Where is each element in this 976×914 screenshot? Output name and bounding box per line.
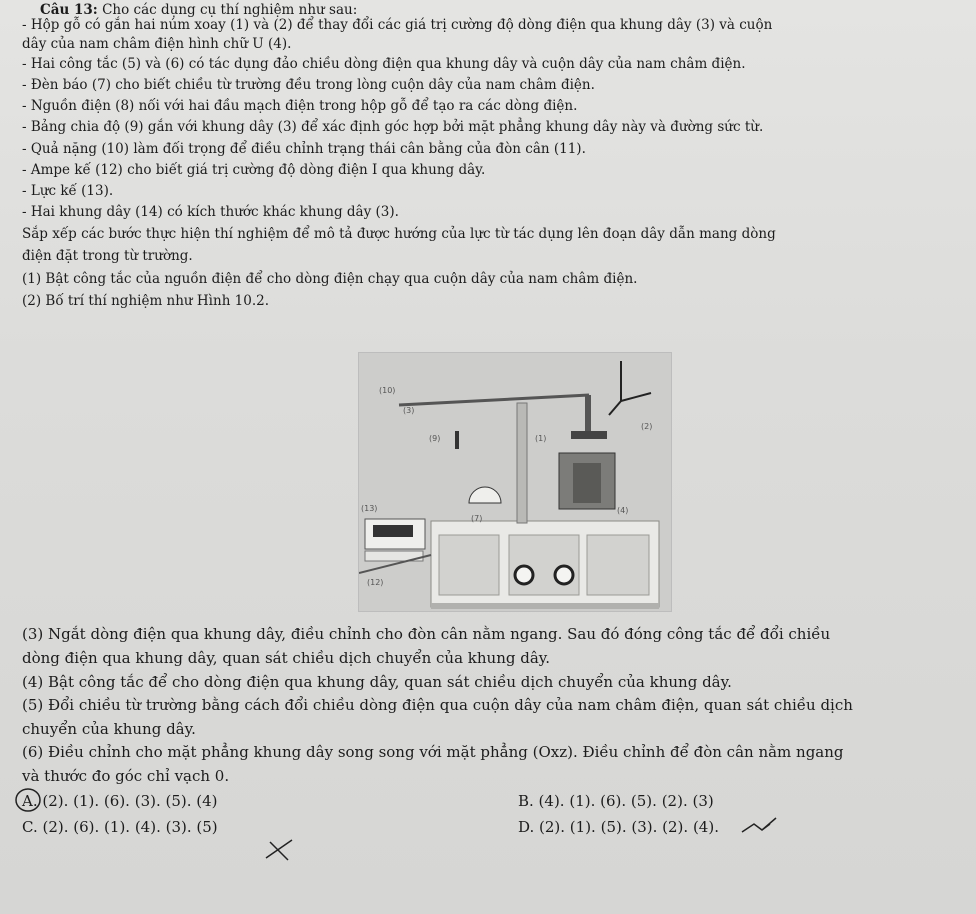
question-title: Câu 13: [40,2,98,18]
step-1: (1) Bật công tắc của nguồn điện để cho dòng điện chạy qua cuộn dây của nam châm điện. [22,271,638,287]
step-2: (2) Bố trí thí nghiệm như Hình 10.2. [22,293,270,309]
option-b[interactable]: B. (4). (1). (6). (5). (2). (3) [518,792,714,810]
fig-label-10: (10) [379,386,396,395]
fig-label-9: (9) [429,434,441,443]
step-5-line-1: (5) Đổi chiều từ trường bằng cách đổi chiều dòng điện qua cuộn dây của nam châm điện, quan sát chiều dịch [22,696,853,714]
item-line-4: - Đèn báo (7) cho biết chiều từ trường đều trong lòng cuộn dây của nam châm điện. [22,77,595,93]
fig-label-7: (7) [471,514,483,523]
apparatus-figure [358,352,672,612]
fig-label-13: (13) [361,504,378,513]
option-a[interactable]: A. (2). (1). (6). (3). (5). (4) [22,792,218,810]
step-6-line-2: và thước đo góc chỉ vạch 0. [22,767,230,785]
option-c[interactable]: C. (2). (6). (1). (4). (3). (5) [22,818,218,836]
item-line-1: - Hộp gỗ có gắn hai núm xoay (1) và (2) để thay đổi các giá trị cường độ dòng điện qua khung dây (3) và cuộn [22,17,773,33]
step-4: (4) Bật công tắc để cho dòng điện qua khung dây, quan sát chiều dịch chuyển của khung dây. [22,673,732,691]
fig-label-12: (12) [367,578,384,587]
fig-label-2: (2) [641,422,653,431]
step-3-line-1: (3) Ngắt dòng điện qua khung dây, điều chỉnh cho đòn cân nằm ngang. Sau đó đóng công tắc để đổi chiều [22,625,831,643]
item-line-2: dây của nam châm điện hình chữ U (4). [22,36,292,52]
item-line-6: - Bảng chia độ (9) gắn với khung dây (3) để xác định góc hợp bởi mặt phẳng khung dây này và đường sức từ. [22,119,764,135]
fig-label-4: (4) [617,506,629,515]
knob-1-icon [515,566,533,584]
fig-label-1: (1) [535,434,547,443]
task-line-1: Sắp xếp các bước thực hiện thí nghiệm để mô tả được hướng của lực từ tác dụng lên đoạn dây dẫn mang dòng [22,226,776,242]
task-line-2: điện đặt trong từ trường. [22,248,193,264]
fig-label-3: (3) [403,406,415,415]
strike-mark-icon [740,814,780,838]
item-line-5: - Nguồn điện (8) nối với hai đầu mạch điện trong hộp gỗ để tạo ra các dòng điện. [22,98,578,114]
question-intro: Cho các dụng cụ thí nghiệm như sau: [102,2,358,18]
question-header [40,2,357,18]
item-line-9: - Lực kế (13). [22,183,114,199]
step-5-line-2: chuyển của khung dây. [22,720,196,738]
option-d[interactable]: D. (2). (1). (5). (3). (2). (4). [518,818,719,836]
item-line-3: - Hai công tắc (5) và (6) có tác dụng đảo chiều dòng điện qua khung dây và cuộn dây của nam châm điện. [22,56,746,72]
knob-2-icon [555,566,573,584]
cross-mark-icon [262,838,296,862]
item-line-7: - Quả nặng (10) làm đối trọng để điều chỉnh trạng thái cân bằng của đòn cân (11). [22,141,586,157]
circle-mark-icon [14,786,44,814]
step-3-line-2: dòng điện qua khung dây, quan sát chiều dịch chuyển của khung dây. [22,649,551,667]
item-line-8: - Ampe kế (12) cho biết giá trị cường độ dòng điện I qua khung dây. [22,162,486,178]
step-6-line-1: (6) Điều chỉnh cho mặt phẳng khung dây song song với mặt phẳng (Oxz). Điều chỉnh để đòn cân nằm ngang [22,743,844,761]
item-line-10: - Hai khung dây (14) có kích thước khác khung dây (3). [22,204,399,220]
balance-stand [517,403,527,523]
